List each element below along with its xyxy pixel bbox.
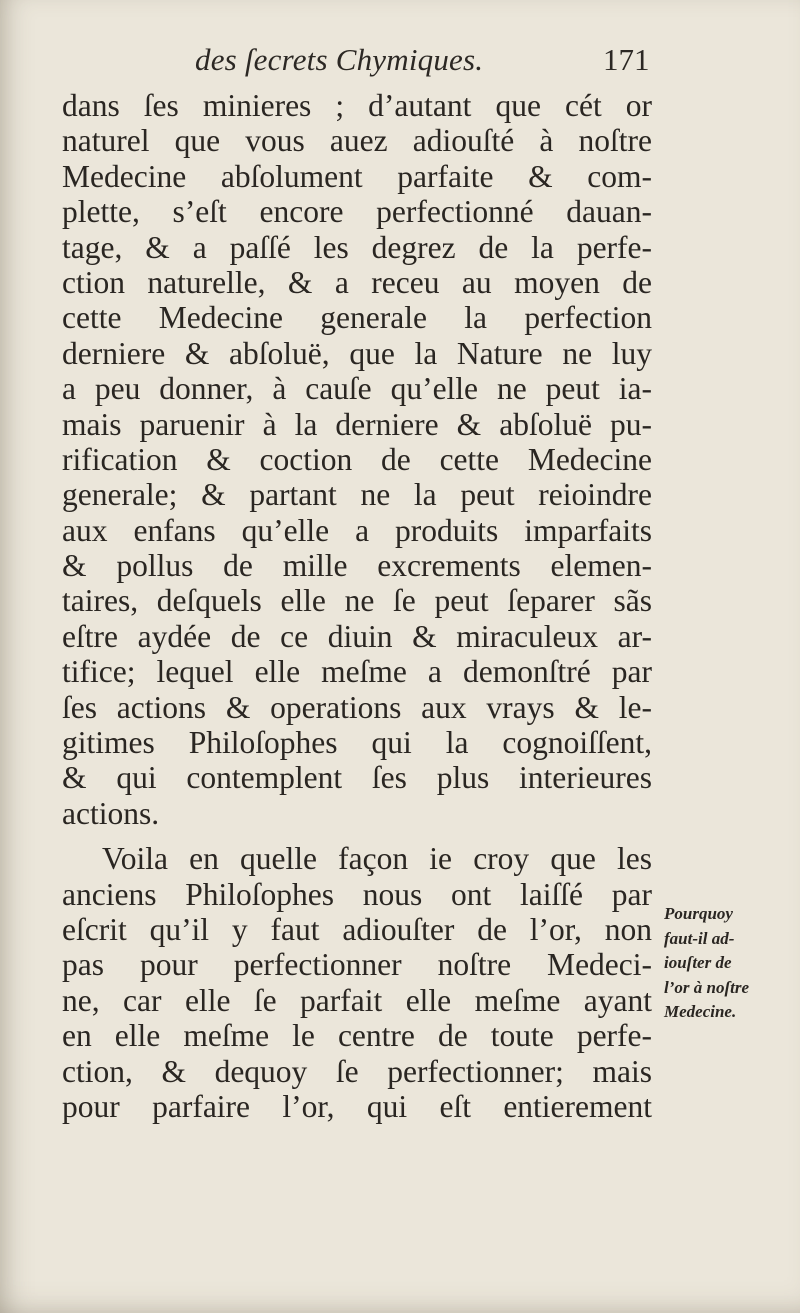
text-line: tage, & a paſſé les degrez de la perfe- [62,229,652,265]
text-line: Voila en quelle façon ie croy que les [102,841,652,877]
paragraph-2 [62,841,652,1124]
marginal-note-line: Pourquoy [664,904,733,923]
text-line: aux enfans qu’elle a produits imparfaits [62,512,652,548]
body-text [62,88,652,1124]
text-line: eſcrit qu’il y faut adiouſter de l’or, non [62,911,652,947]
text-line: gitimes Philoſophes qui la cognoiſſent, [62,725,652,761]
text-line: taires, deſquels elle ne ſe peut ſeparer sãs [62,583,652,619]
text-line: & qui contemplent ſes plus interieures [62,760,652,796]
text-line: ſes actions & operations aux vrays & le- [62,689,652,725]
text-line: generale; & partant ne la peut reioindre [62,477,652,513]
text-line: tifice; lequel elle meſme a demonſtré par [62,654,652,690]
text-line: mais paruenir à la derniere & abſoluë pu- [62,406,652,442]
marginal-note-line: iouſter de [664,953,732,972]
text-line: ction, & dequoy ſe perfectionner; mais [62,1053,652,1089]
text-line: anciens Philoſophes nous ont laiſſé par [62,876,652,912]
marginal-note-line: faut-il ad- [664,928,735,948]
marginal-note-line: Medecine. [664,1002,737,1021]
marginal-note-line: l’or à noſtre [664,977,749,997]
text-line: cette Medecine generale la perfection [62,300,652,336]
text-line: rification & coction de cette Medecine [62,441,652,477]
paragraph-1 [62,88,652,831]
text-line: a peu donner, à cauſe qu’elle ne peut ia- [62,371,652,407]
page-number: 171 [603,42,650,77]
text-line: & pollus de mille excrements elemen- [62,548,652,584]
text-line: derniere & abſoluë, que la Nature ne luy [62,335,652,371]
running-head: des ſecrets Chymiques. [195,42,484,77]
text-line: pas pour perfectionner noſtre Medeci- [62,947,652,983]
text-line: en elle meſme le centre de toute perfe- [62,1018,652,1054]
text-line: Medecine abſolument parfaite & com- [62,158,652,194]
text-line: actions. [62,795,160,831]
text-line: eſtre aydée de ce diuin & miraculeux ar- [62,618,652,654]
text-line: naturel que vous auez adiouſté à noſtre [62,123,652,159]
marginal-note [664,902,784,1025]
text-line: plette, s’eſt encore perfectionné dauan- [62,194,652,230]
text-line: pour parfaire l’or, qui eſt entierement [62,1088,652,1124]
text-line: ne, car elle ſe parfait elle meſme ayant [62,982,652,1018]
text-line: ction naturelle, & a receu au moyen de [62,264,652,300]
paragraph-gap [62,831,652,841]
text-line: dans ſes minieres ; d’autant que cét or [62,88,652,123]
